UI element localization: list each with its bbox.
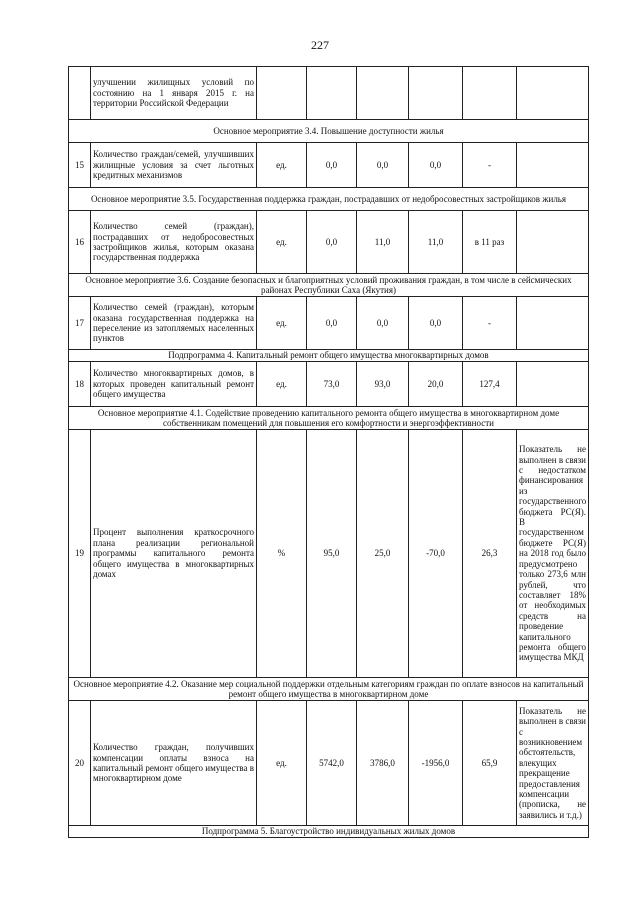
page-number: 227 [311,38,329,52]
table-row [69,701,589,826]
unit-cell: % [257,430,307,678]
note-cell [517,211,589,274]
deviation-value: 0,0 [409,297,463,350]
row-number: 17 [69,297,91,350]
actual-value: 3786,0 [357,701,409,826]
section-row [69,188,589,211]
note-cell [517,143,589,188]
section-title: Основное мероприятие 3.6. Создание безопасных и благоприятных условий проживания граждан, в том числе в сейсмических районах Республики Саха (Якутия) [69,274,589,297]
table-row [69,143,589,188]
actual-value: 11,0 [357,211,409,274]
section-row [69,120,589,143]
percent-value: 127,4 [463,362,517,407]
note-cell [517,362,589,407]
unit-cell: ед. [257,362,307,407]
indicator-name: Количество семей (граждан), пострадавших от недобросовестных застройщиков жилья, которым оказана государственная поддержка [91,211,257,274]
note-cell: Показатель не выполнен в связи с возникновением обстоятельств, влекущих прекращение предоставления компенсации (прописка, не заявились и т.д.) [517,701,589,826]
row-number: 18 [69,362,91,407]
indicator-name: Количество многоквартирных домов, в которых проведен капитальный ремонт общего имущества [91,362,257,407]
section-title: Подпрограмма 5. Благоустройство индивидуальных жилых домов [69,826,589,838]
row-number: 20 [69,701,91,826]
section-row [69,407,589,430]
table-row [69,362,589,407]
table-row [69,430,589,678]
plan-value: 0,0 [307,297,357,350]
row-number: 16 [69,211,91,274]
note-cell [517,297,589,350]
plan-value: 0,0 [307,143,357,188]
plan-value: 0,0 [307,211,357,274]
unit-cell: ед. [257,701,307,826]
section-title: Подпрограмма 4. Капитальный ремонт общего имущества многоквартирных домов [69,350,589,362]
percent-value: - [463,143,517,188]
deviation-value: 11,0 [409,211,463,274]
plan-value: 95,0 [307,430,357,678]
deviation-value: -1956,0 [409,701,463,826]
section-title: Основное мероприятие 3.4. Повышение доступности жилья [69,120,589,143]
indicator-name: Процент выполнения краткосрочного плана реализации региональной программы капитального ремонта общего имущества в многоквартирных домах [91,430,257,678]
actual-value: 25,0 [357,430,409,678]
indicators-table [68,66,589,838]
actual-value: 0,0 [357,143,409,188]
continuation-text: улучшении жилищных условий по состоянию на 1 января 2015 г. на территории Российской Федерации [91,67,257,120]
percent-value: 26,3 [463,430,517,678]
section-title: Основное мероприятие 3.5. Государственная поддержка граждан, пострадавших от недобросовестных застройщиков жилья [69,188,589,211]
row-number: 15 [69,143,91,188]
section-title: Основное мероприятие 4.1. Содействие проведению капитального ремонта общего имущества в многоквартирном доме собственникам помещений для повышения его комфортности и энергоэффективности [69,407,589,430]
percent-value: 65,9 [463,701,517,826]
indicator-name: Количество граждан, получивших компенсации оплаты взноса на капитальный ремонт общего имущества в многоквартирном доме [91,701,257,826]
unit-cell: ед. [257,211,307,274]
plan-value: 5742,0 [307,701,357,826]
unit-cell: ед. [257,143,307,188]
section-row [69,274,589,297]
unit-cell: ед. [257,297,307,350]
note-cell: Показатель не выполнен в связи с недостатком финансирования из государственного бюджета РС(Я). В государственном бюджете РС(Я) на 2018 год было предусмотрено только 273,6 млн рублей, что составляет 18% от необходимых средств на проведение капитального ремонта общего имущества МКД [517,430,589,678]
table-row [69,297,589,350]
deviation-value: -70,0 [409,430,463,678]
percent-value: в 11 раз [463,211,517,274]
row-number: 19 [69,430,91,678]
actual-value: 93,0 [357,362,409,407]
actual-value: 0,0 [357,297,409,350]
deviation-value: 0,0 [409,143,463,188]
deviation-value: 20,0 [409,362,463,407]
indicator-name: Количество граждан/семей, улучшивших жилищные условия за счет льготных кредитных механизмов [91,143,257,188]
table-row-continuation [69,67,589,120]
section-row [69,678,589,701]
section-title: Основное мероприятие 4.2. Оказание мер социальной поддержки отдельным категориям граждан по оплате взносов на капитальный ремонт общего имущества в многоквартирном доме [69,678,589,701]
section-row [69,350,589,362]
percent-value: - [463,297,517,350]
plan-value: 73,0 [307,362,357,407]
section-row [69,826,589,838]
table-row [69,211,589,274]
indicator-name: Количество семей (граждан), которым оказана государственная поддержка на переселение из затопляемых населенных пунктов [91,297,257,350]
